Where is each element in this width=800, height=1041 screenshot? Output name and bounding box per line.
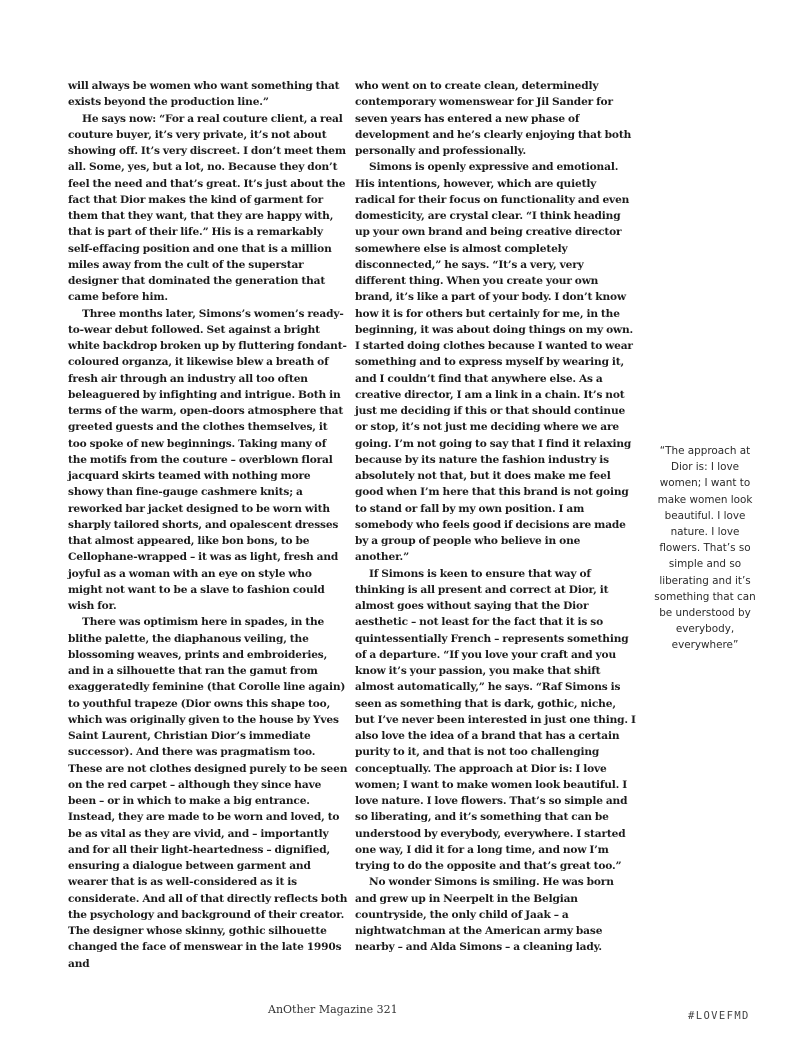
paragraph: If Simons is keen to ensure that way of thinking is all present and correct at Dior, it almost goes without saying that the Dior aesthetic – not least for the fact that it is so quintessentially French – represents something of a departure. “If you love your craft and you know it’s your passion, you make that shift almost automatically,” he says. “Raf Simons is seen as something that is dark, gothic, niche, but I’ve never been interested in just one thing. I also love the idea of a brand that has a certain purity to it, and that is not too challenging conceptually. The approach at Dior is: I love women; I want to make women look beautiful. I love nature. I love flowers. That’s so simple and so liberating, and it’s something that can be understood by everybody, everywhere. I started one way, I did it for a long time, and now I’m trying to do the opposite and that’s great too.” bbox=[355, 567, 636, 872]
paragraph: There was optimism here in spades, in the blithe palette, the diaphanous veiling, the blossoming weaves, prints and embroideries, and in a silhouette that ran the gamut from exaggeratedly feminine (that Corolle line again) to youthful trapeze (Dior owns this shape too, which was originally given to the house by Yves Saint Laurent, Christian Dior’s immediate successor). And there was pragmatism too. These are not clothes designed purely to be seen on the red carpet – although they since have been – or in which to make a big entrance. Instead, they are made to be worn and loved, to be as vital as they are vivid, and – importantly and for all their light-heartedness – dignified, ensuring a dialogue between garment and wearer that is as well-considered as it is considerate. And all of that directly reflects both the psychology and background of their creator. The designer whose skinny, gothic silhouette changed the face of menswear in the late 1990s and bbox=[68, 616, 348, 970]
page-footer: AnOther Magazine 321 bbox=[268, 1003, 398, 1016]
paragraph: Simons is openly expressive and emotional. His intentions, however, which are quietly radical for their focus on functionality and even domesticity, are crystal clear. “I think heading up your own brand and being creative director somewhere else is almost completely disconnected,” he says. “It’s a very, very different thing. When you create your own brand, it’s like a part of your body. I don’t know how it is for others but certainly for me, in the beginning, it was about doing things on my own. I started doing clothes because I wanted to wear something and to express myself by wearing it, and I couldn’t find that anywhere else. As a creative director, I am a link in a chain. It’s not just me deciding if this or that should continue or stop, it’s not just me deciding where we are going. I’m not going to say that I find it relaxing because by its nature the fashion industry is absolutely not that, but it does make me feel good when I’m here that this brand is not going to stand or fall by my own position. I am somebody who feels good if decisions are made by a group of people who believe in one another.” bbox=[355, 161, 634, 564]
pull-quote: “The approach at Dior is: I love women; I want to make women look beautiful. I love nature. I love flowers. That’s so simple and so liberating and it’s something that can be understood by everybody, everywhere” bbox=[654, 445, 756, 652]
paragraph: who went on to create clean, determinedly contemporary womenswear for Jil Sander for seven years has entered a new phase of development and he’s clearly enjoying that both personally and professionally. bbox=[355, 80, 632, 157]
paragraph: Three months later, Simons’s women’s ready-to-wear debut followed. Set against a bright white backdrop broken up by fluttering fondant-coloured organza, it likewise blew a breath of fresh air through an industry all too often beleaguered by infighting and intrigue. Both in terms of the warm, open-doors atmosphere that greeted guests and the clothes themselves, it too spoke of new beginnings. Taking many of the motifs from the couture – overblown floral jacquard skirts teamed with nothing more showy than fine-gauge cashmere knits; a reworked bar jacket designed to be worn with sharply tailored shorts, and opalescent dresses that almost appeared, like bon bons, to be Cellophane-wrapped – it was as light, fresh and joyful as a woman with an eye on style who might not want to be a slave to fashion could wish for. bbox=[68, 307, 347, 612]
left-column bbox=[68, 78, 348, 972]
watermark: #LOVEFMD bbox=[688, 1010, 750, 1022]
paragraph: He says now: “For a real couture client, a real couture buyer, it’s very private, it’s not about showing off. It’s very discreet. I don’t meet them all. Some, yes, but a lot, no. Because they don’t feel the need and that’s great. It’s just about the fact that Dior makes the kind of garment for them that they want, that they are happy with, that is part of their life.” His is a remarkably self-effacing position and one that is a million miles away from the cult of the superstar designer that dominated the generation that came before him. bbox=[68, 112, 346, 304]
paragraph: No wonder Simons is smiling. He was born and grew up in Neerpelt in the Belgian countryside, the only child of Jaak – a nightwatchman at the American army base nearby – and Alda Simons – a cleaning lady. bbox=[355, 876, 614, 954]
right-column bbox=[355, 78, 637, 956]
paragraph: will always be women who want something that exists beyond the production line.” bbox=[68, 80, 340, 109]
